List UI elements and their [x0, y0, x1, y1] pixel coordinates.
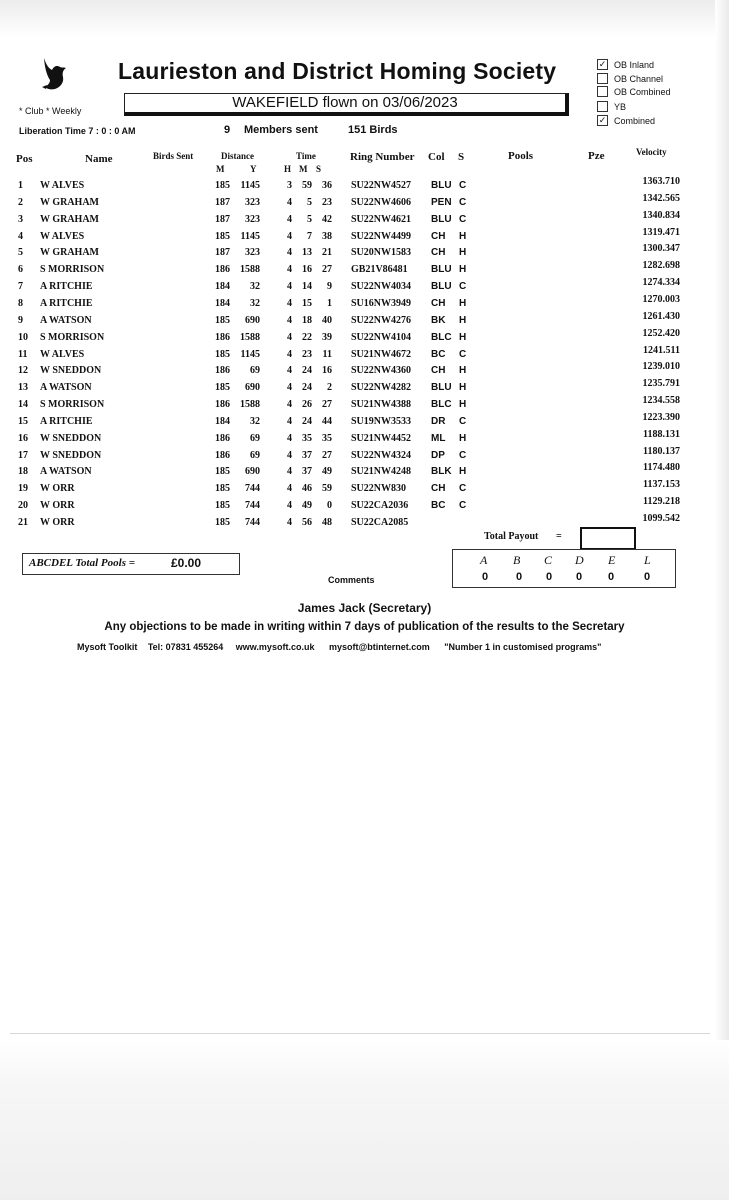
row-name: W ALVES [40, 230, 85, 242]
header-time-s: S [316, 164, 322, 174]
total-payout-label: Total Payout [484, 531, 539, 542]
row-sex: H [459, 247, 467, 259]
row-distance-miles: 187 [215, 213, 230, 225]
row-name: W ORR [40, 483, 75, 495]
row-velocity: 1188.131 [643, 428, 680, 440]
row-time-seconds: 38 [322, 230, 332, 242]
liberation-time: Liberation Time 7 : 0 : 0 AM [19, 126, 136, 136]
row-distance-yards: 32 [250, 297, 260, 309]
row-velocity: 1137.153 [643, 479, 680, 491]
row-velocity: 1319.471 [642, 226, 680, 238]
row-distance-miles: 185 [215, 180, 230, 191]
row-time-seconds: 35 [322, 432, 332, 444]
row-name: S MORRISON [40, 399, 105, 411]
row-distance-yards: 1588 [240, 399, 260, 411]
row-distance-yards: 32 [250, 415, 260, 427]
row-pos: 6 [18, 264, 23, 276]
footer-tel: Tel: 07831 455264 [147, 642, 224, 652]
row-time-hours: 4 [287, 230, 292, 242]
row-ring-number: SU22NW4360 [351, 365, 412, 377]
row-distance-yards: 1588 [240, 264, 260, 276]
row-ring-number: SU19NW3533 [351, 415, 412, 427]
row-distance-yards: 1145 [240, 230, 260, 242]
total-pools-box [22, 553, 240, 575]
row-distance-miles: 185 [215, 517, 230, 528]
row-velocity: 1270.003 [642, 293, 680, 305]
pool-letter: D [575, 553, 584, 567]
row-pos: 2 [18, 196, 23, 208]
row-time-minutes: 59 [302, 180, 312, 191]
row-ring-number: SU21NW4452 [351, 432, 412, 444]
row-ring-number: SU22CA2036 [351, 500, 409, 512]
row-time-hours: 4 [287, 399, 292, 411]
header-pos: Pos [16, 153, 33, 165]
row-name: A RITCHIE [40, 415, 93, 427]
row-colour: DP [431, 449, 445, 461]
row-distance-yards: 744 [245, 500, 260, 512]
row-sex: C [459, 500, 467, 512]
row-colour: CH [431, 483, 446, 495]
row-ring-number: SU22NW4282 [351, 382, 412, 394]
row-pos: 4 [18, 230, 23, 242]
row-time-hours: 4 [287, 247, 292, 259]
pool-value: 0 [546, 571, 553, 583]
row-velocity: 1274.334 [642, 277, 680, 289]
row-time-minutes: 22 [302, 331, 312, 343]
option-ob-channel[interactable]: OB Channel [597, 73, 663, 84]
row-distance-yards: 323 [245, 196, 260, 208]
row-name: A RITCHIE [40, 281, 93, 293]
row-ring-number: SU21NW4672 [351, 348, 412, 360]
row-name: W GRAHAM [40, 247, 99, 259]
footer-website-link[interactable]: www.mysoft.co.uk [235, 642, 315, 652]
row-pos: 7 [18, 281, 23, 293]
row-velocity: 1235.791 [642, 378, 680, 390]
row-name: W ORR [40, 517, 75, 528]
row-colour: ML [431, 432, 446, 444]
row-time-seconds: 27 [322, 399, 332, 411]
checkbox-icon[interactable] [597, 73, 608, 84]
row-distance-miles: 185 [215, 382, 230, 394]
row-time-minutes: 26 [302, 399, 312, 411]
row-distance-yards: 690 [245, 466, 260, 478]
row-time-hours: 4 [287, 466, 292, 478]
option-ob-inland[interactable]: ✓ OB Inland [598, 59, 655, 70]
row-colour: BLU [431, 281, 452, 293]
header-distance: Distance [221, 151, 254, 161]
row-distance-miles: 184 [215, 281, 230, 293]
row-sex: H [459, 466, 467, 478]
row-velocity: 1261.430 [642, 310, 680, 322]
row-distance-yards: 1145 [240, 180, 260, 191]
row-name: W ORR [40, 500, 75, 512]
row-name: A WATSON [40, 314, 92, 326]
row-distance-miles: 186 [215, 365, 230, 377]
row-sex: H [459, 432, 467, 444]
row-distance-miles: 187 [215, 247, 230, 259]
row-time-seconds: 21 [322, 247, 332, 259]
pool-value: 0 [576, 571, 583, 583]
row-sex: H [459, 382, 467, 394]
row-sex: H [459, 230, 467, 242]
pool-letter: C [544, 553, 553, 567]
pigeon-logo-icon [38, 56, 72, 97]
row-time-seconds: 59 [322, 483, 332, 495]
row-time-hours: 4 [287, 297, 292, 309]
row-sex: C [459, 196, 467, 208]
row-sex: C [459, 180, 467, 191]
row-velocity: 1340.834 [642, 209, 680, 221]
pool-letter: L [644, 553, 651, 567]
row-time-minutes: 49 [302, 500, 312, 512]
total-payout-equals: = [556, 531, 562, 542]
row-colour: CH [431, 230, 446, 242]
row-ring-number: SU22NW4034 [351, 281, 412, 293]
row-time-hours: 4 [287, 314, 292, 326]
objections-notice: Any objections to be made in writing within 7 days of publication of the results to the Secretary [104, 621, 625, 633]
society-title: Laurieston and District Homing Society [118, 58, 557, 84]
row-colour: BLU [431, 264, 452, 276]
row-sex: C [459, 449, 467, 461]
header-pools: Pools [508, 150, 534, 162]
row-distance-miles: 185 [215, 230, 230, 242]
row-time-hours: 4 [287, 382, 292, 394]
row-colour: BLU [431, 213, 452, 225]
row-distance-yards: 690 [245, 382, 260, 394]
row-time-seconds: 1 [327, 297, 332, 309]
row-time-minutes: 24 [302, 365, 312, 377]
row-velocity: 1174.480 [643, 462, 680, 474]
birds-count: 151 Birds [348, 124, 398, 136]
pool-letter: B [513, 553, 521, 567]
row-ring-number: SU22CA2085 [351, 517, 409, 528]
row-time-minutes: 16 [302, 264, 312, 276]
row-time-seconds: 44 [322, 415, 332, 427]
row-distance-yards: 69 [250, 432, 260, 444]
row-distance-yards: 69 [250, 449, 260, 461]
row-pos: 5 [18, 247, 23, 259]
row-time-minutes: 24 [302, 415, 312, 427]
row-velocity: 1180.137 [643, 445, 680, 457]
row-time-minutes: 56 [302, 517, 312, 528]
checkbox-icon[interactable] [597, 101, 608, 112]
row-time-hours: 4 [287, 517, 292, 528]
row-sex: C [459, 281, 467, 293]
row-time-seconds: 16 [322, 365, 332, 377]
row-pos: 15 [18, 415, 28, 427]
footer-slogan: "Number 1 in customised programs" [444, 642, 602, 652]
row-sex: C [459, 348, 467, 360]
row-ring-number: SU22NW4276 [351, 314, 412, 326]
pool-value: 0 [516, 571, 523, 583]
row-sex: H [459, 297, 467, 309]
pool-value: 0 [482, 571, 489, 583]
row-distance-miles: 186 [215, 331, 230, 343]
row-time-seconds: 49 [322, 466, 332, 478]
row-pos: 14 [18, 399, 28, 411]
row-distance-miles: 184 [215, 297, 230, 309]
row-time-minutes: 5 [307, 213, 312, 225]
header-birds-sent: Birds Sent [153, 151, 194, 161]
row-distance-miles: 185 [215, 500, 230, 512]
checkbox-checked-icon[interactable]: ✓ [598, 115, 607, 125]
row-sex: C [459, 213, 467, 225]
row-time-hours: 3 [287, 180, 292, 191]
row-pos: 16 [18, 432, 28, 444]
row-pos: 3 [18, 213, 23, 225]
row-distance-miles: 186 [215, 432, 230, 444]
pool-value: 0 [644, 571, 651, 583]
members-count: 9 [224, 124, 231, 136]
row-distance-yards: 323 [245, 247, 260, 259]
row-sex: C [459, 483, 467, 495]
row-time-minutes: 14 [302, 281, 312, 293]
row-sex: C [459, 415, 467, 427]
pool-letter: A [480, 553, 488, 567]
row-sex: H [459, 314, 467, 326]
row-colour: CH [431, 297, 446, 309]
row-time-minutes: 13 [302, 247, 312, 259]
total-payout-box [580, 527, 636, 550]
row-ring-number: SU22NW830 [351, 483, 407, 495]
row-ring-number: SU22NW4621 [351, 213, 412, 225]
row-distance-miles: 185 [215, 314, 230, 326]
row-ring-number: SU20NW1583 [351, 247, 412, 259]
row-distance-yards: 32 [250, 281, 260, 293]
row-time-seconds: 39 [322, 331, 332, 343]
row-pos: 8 [18, 297, 23, 309]
pool-summary-grid [452, 549, 676, 588]
row-pos: 18 [18, 466, 28, 478]
row-pos: 10 [18, 331, 28, 343]
row-name: W GRAHAM [40, 196, 99, 208]
row-time-seconds: 23 [322, 196, 332, 208]
header-velocity: Velocity [636, 147, 667, 157]
header-dist-m: M [216, 164, 225, 174]
row-velocity: 1363.710 [642, 176, 680, 187]
row-colour: BLU [431, 180, 452, 191]
footer-email-link[interactable]: mysoft@btinternet.com [328, 642, 430, 652]
row-name: W SNEDDON [40, 449, 102, 461]
secretary-name: James Jack (Secretary) [297, 601, 432, 615]
row-distance-miles: 187 [215, 196, 230, 208]
row-distance-yards: 690 [245, 314, 260, 326]
row-distance-yards: 1145 [240, 348, 260, 360]
race-title: WAKEFIELD flown on 03/06/2023 [124, 93, 569, 116]
row-pos: 13 [18, 382, 28, 394]
row-distance-yards: 323 [245, 213, 260, 225]
row-ring-number: SU16NW3949 [351, 297, 412, 309]
row-colour: BC [431, 348, 446, 360]
row-colour: DR [431, 415, 446, 427]
row-ring-number: SU22NW4499 [351, 230, 412, 242]
row-time-seconds: 27 [322, 449, 332, 461]
row-time-hours: 4 [287, 264, 292, 276]
row-time-minutes: 5 [307, 196, 312, 208]
option-combined[interactable]: ✓ Combined [598, 115, 656, 126]
row-pos: 11 [18, 348, 28, 360]
row-distance-miles: 185 [215, 466, 230, 478]
footer-line [77, 642, 601, 652]
row-time-minutes: 37 [302, 449, 312, 461]
header-time-m: M [299, 164, 308, 174]
option-ob-combined[interactable]: OB Combined [597, 86, 671, 97]
row-sex: H [459, 264, 467, 276]
row-time-hours: 4 [287, 432, 292, 444]
header-time-h: H [284, 164, 292, 174]
row-time-hours: 4 [287, 196, 292, 208]
scan-edge-bottom [0, 1040, 729, 1200]
row-colour: BLC [431, 331, 452, 343]
comments-label: Comments [328, 575, 375, 585]
row-distance-miles: 186 [215, 449, 230, 461]
row-pos: 20 [18, 500, 28, 512]
row-pos: 1 [18, 180, 23, 191]
row-name: W ALVES [40, 180, 85, 191]
row-time-seconds: 42 [322, 213, 332, 225]
row-name: S MORRISON [40, 264, 105, 276]
row-ring-number: SU21NW4248 [351, 466, 412, 478]
row-colour: BLK [431, 466, 452, 478]
row-time-minutes: 18 [302, 314, 312, 326]
row-velocity: 1241.511 [643, 344, 680, 356]
row-sex: H [459, 399, 467, 411]
total-pools-value: £0.00 [171, 556, 202, 570]
checkbox-icon[interactable] [597, 86, 608, 97]
row-colour: PEN [431, 196, 452, 208]
row-pos: 19 [18, 483, 28, 495]
header-prize: Pze [588, 150, 605, 162]
row-sex: H [459, 365, 467, 377]
row-distance-miles: 184 [215, 415, 230, 427]
row-ring-number: SU22NW4324 [351, 449, 412, 461]
row-name: W SNEDDON [40, 365, 102, 377]
checkbox-checked-icon[interactable]: ✓ [598, 59, 607, 69]
row-pos: 12 [18, 365, 28, 377]
row-time-seconds: 11 [322, 348, 332, 360]
row-time-seconds: 9 [327, 281, 332, 293]
row-velocity: 1300.347 [642, 243, 680, 255]
row-distance-yards: 1588 [240, 331, 260, 343]
row-colour: BC [431, 500, 446, 512]
row-time-minutes: 7 [307, 230, 312, 242]
header-ring-number: Ring Number [350, 151, 415, 163]
row-name: W SNEDDON [40, 432, 102, 444]
row-time-minutes: 24 [302, 382, 312, 394]
row-name: W ALVES [40, 348, 85, 360]
row-time-seconds: 2 [327, 382, 332, 394]
row-distance-miles: 185 [215, 348, 230, 360]
row-sex: H [459, 331, 467, 343]
club-type: * Club * Weekly [19, 106, 82, 116]
row-distance-yards: 744 [245, 483, 260, 495]
row-name: A RITCHIE [40, 297, 93, 309]
total-pools-label: ABCDEL Total Pools = [29, 557, 135, 569]
header-sex: S [458, 151, 465, 163]
row-colour: BLU [431, 382, 452, 394]
scan-edge-top [0, 0, 729, 38]
row-time-minutes: 37 [302, 466, 312, 478]
pool-value: 0 [608, 571, 615, 583]
row-time-hours: 4 [287, 331, 292, 343]
row-time-hours: 4 [287, 281, 292, 293]
option-yb[interactable]: YB [597, 101, 626, 112]
row-time-minutes: 46 [302, 483, 312, 495]
row-ring-number: SU22NW4527 [351, 180, 412, 191]
row-time-seconds: 27 [322, 264, 332, 276]
row-pos: 21 [18, 517, 28, 528]
row-ring-number: SU22NW4104 [351, 331, 412, 343]
row-pos: 9 [18, 314, 23, 326]
row-distance-yards: 744 [245, 517, 260, 528]
row-colour: CH [431, 365, 446, 377]
header-dist-y: Y [250, 164, 257, 174]
row-colour: BK [431, 314, 446, 326]
row-velocity: 1282.698 [642, 260, 680, 272]
row-velocity: 1342.565 [642, 192, 680, 204]
row-name: S MORRISON [40, 331, 105, 343]
row-velocity: 1129.218 [643, 496, 680, 508]
row-velocity: 1234.558 [642, 395, 680, 407]
row-time-hours: 4 [287, 365, 292, 377]
row-ring-number: GB21V86481 [351, 264, 408, 276]
row-velocity: 1223.390 [642, 411, 680, 423]
row-name: A WATSON [40, 466, 92, 478]
row-distance-miles: 185 [215, 483, 230, 495]
row-time-seconds: 36 [322, 180, 332, 191]
row-time-seconds: 48 [322, 517, 332, 528]
row-time-hours: 4 [287, 500, 292, 512]
row-velocity: 1252.420 [642, 327, 680, 339]
footer-toolkit: Mysoft Toolkit [77, 642, 138, 652]
scan-page-edge [10, 1033, 710, 1034]
row-pos: 17 [18, 449, 28, 461]
row-time-hours: 4 [287, 449, 292, 461]
row-time-minutes: 35 [302, 432, 312, 444]
header-name: Name [85, 153, 113, 165]
row-name: A WATSON [40, 382, 92, 394]
row-ring-number: SU21NW4388 [351, 399, 412, 411]
row-distance-miles: 186 [215, 264, 230, 276]
row-ring-number: SU22NW4606 [351, 196, 412, 208]
row-distance-yards: 69 [250, 365, 260, 377]
row-colour: CH [431, 247, 446, 259]
row-time-hours: 4 [287, 483, 292, 495]
row-time-seconds: 0 [327, 500, 332, 512]
row-velocity: 1099.542 [642, 513, 680, 524]
row-time-hours: 4 [287, 213, 292, 225]
row-colour: BLC [431, 399, 452, 411]
row-time-hours: 4 [287, 415, 292, 427]
row-distance-miles: 186 [215, 399, 230, 411]
members-label: Members sent [244, 124, 318, 136]
header-colour: Col [428, 151, 445, 163]
pool-letter: E [608, 553, 616, 567]
row-name: W GRAHAM [40, 213, 99, 225]
row-time-minutes: 15 [302, 297, 312, 309]
row-time-hours: 4 [287, 348, 292, 360]
row-time-minutes: 23 [302, 348, 312, 360]
header-time: Time [296, 151, 316, 161]
row-velocity: 1239.010 [642, 361, 680, 373]
row-time-seconds: 40 [322, 314, 332, 326]
